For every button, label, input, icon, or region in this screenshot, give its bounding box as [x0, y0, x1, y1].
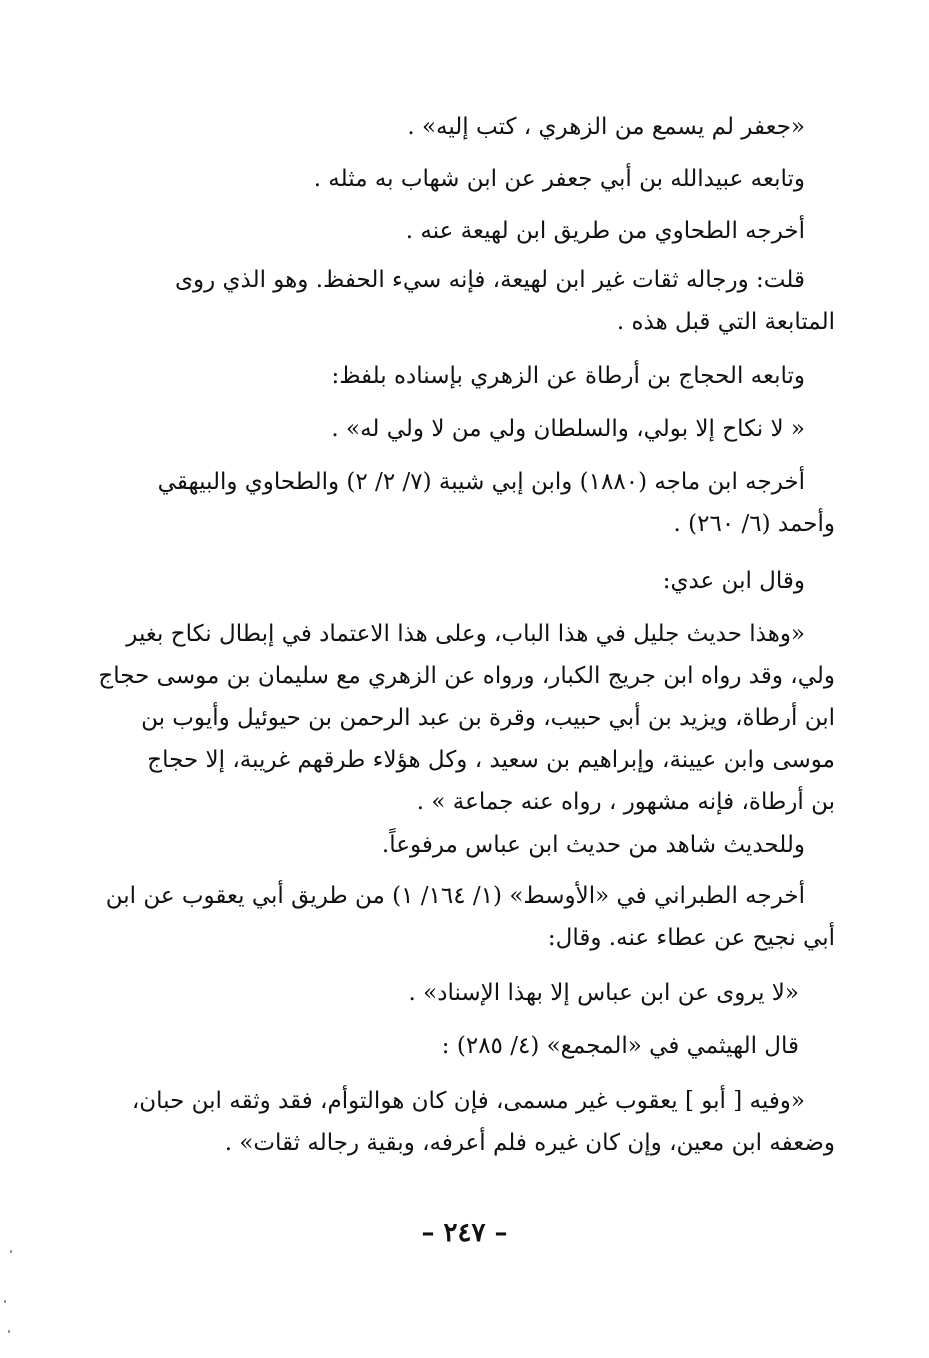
text-line: «جعفر لم يسمع من الزهري ، كتب إليه» . — [407, 114, 805, 140]
text-line: أخرجه ابن ماجه (١٨٨٠) وابن إبي شيبة (٧/ ٢/ ٢) والطحاوي والبيهقي — [157, 469, 805, 495]
text-line: وقال ابن عدي: — [662, 568, 805, 594]
text-line: وللحديث شاهد من حديث ابن عباس مرفوعاً. — [381, 832, 805, 858]
text-line: موسى وابن عيينة، وإبراهيم بن سعيد ، وكل هؤلاء طرقهم غريبة، إلا حجاج — [147, 747, 835, 773]
paragraph-shahid — [155, 824, 835, 866]
text-line: أخرجه الطبراني في «الأوسط» (١/ ١٦٤/ ١) من طريق أبي يعقوب عن ابن — [105, 883, 805, 909]
text-line: «لا يروى عن ابن عباس إلا بهذا الإسناد» . — [408, 980, 799, 1006]
paragraph-haythami-quote — [131, 1080, 835, 1164]
text-line: المتابعة التي قبل هذه . — [616, 309, 835, 335]
paragraph-hadith-text — [155, 408, 835, 450]
text-line: أخرجه الطحاوي من طريق ابن لهيعة عنه . — [405, 218, 805, 244]
paragraph-mutabaah-hajjaj — [155, 355, 835, 397]
text-line: أبي نجيح عن عطاء عنه. وقال: — [547, 925, 835, 951]
paragraph-ibn-adi-quote — [98, 613, 835, 823]
paragraph-takhrij-tahawi — [155, 210, 835, 252]
text-line: قال الهيثمي في «المجمع» (٤/ ٢٨٥) : — [441, 1033, 799, 1059]
text-line: ابن أرطاة، ويزيد بن أبي حبيب، وقرة بن عبد الرحمن بن حيوئيل وأيوب بن — [141, 705, 835, 731]
paragraph-mutabaah-ubaydullah — [155, 158, 835, 200]
scan-speck — [4, 1300, 6, 1303]
text-line: « لا نكاح إلا بولي، والسلطان ولي من لا ولي له» . — [331, 416, 805, 442]
text-line: وأحمد (٦/ ٢٦٠) . — [673, 511, 835, 537]
paragraph-tabarani-quote — [155, 972, 835, 1014]
text-line: قلت: ورجاله ثقات غير ابن لهيعة، فإنه سيء الحفظ. وهو الذي روى — [174, 267, 805, 293]
text-line: وضعفه ابن معين، وإن كان غيره فلم أعرفه، وبقية رجاله ثقات» . — [224, 1130, 835, 1156]
scan-speck — [8, 1330, 10, 1333]
paragraph-quote-jaafar — [155, 106, 835, 148]
text-line: «وهذا حديث جليل في هذا الباب، وعلى هذا الاعتماد في إبطال نكاح بغير — [126, 621, 805, 647]
paragraph-ibn-adi-intro — [155, 560, 835, 602]
paragraph-takhrij-tabarani — [105, 875, 835, 959]
paragraph-qultu — [155, 259, 835, 343]
paragraph-takhrij-ibn-majah — [155, 461, 835, 545]
text-line: وتابعه عبيدالله بن أبي جعفر عن ابن شهاب به مثله . — [313, 166, 805, 192]
text-line: بن أرطاة، فإنه مشهور ، رواه عنه جماعة » . — [416, 789, 835, 815]
paragraph-haythami-intro — [155, 1025, 835, 1067]
scan-speck — [10, 1250, 12, 1253]
text-line: وتابعه الحجاج بن أرطاة عن الزهري بإسناده بلفظ: — [331, 363, 805, 389]
text-line: ولي، وقد رواه ابن جريج الكبار، ورواه عن الزهري مع سليمان بن موسى حجاج — [98, 663, 835, 689]
page-number: – ٢٤٧ – — [421, 1218, 508, 1248]
text-line: «وفيه [ أبو ] يعقوب غير مسمى، فإن كان هوالتوأم، فقد وثقه ابن حبان، — [131, 1088, 805, 1114]
